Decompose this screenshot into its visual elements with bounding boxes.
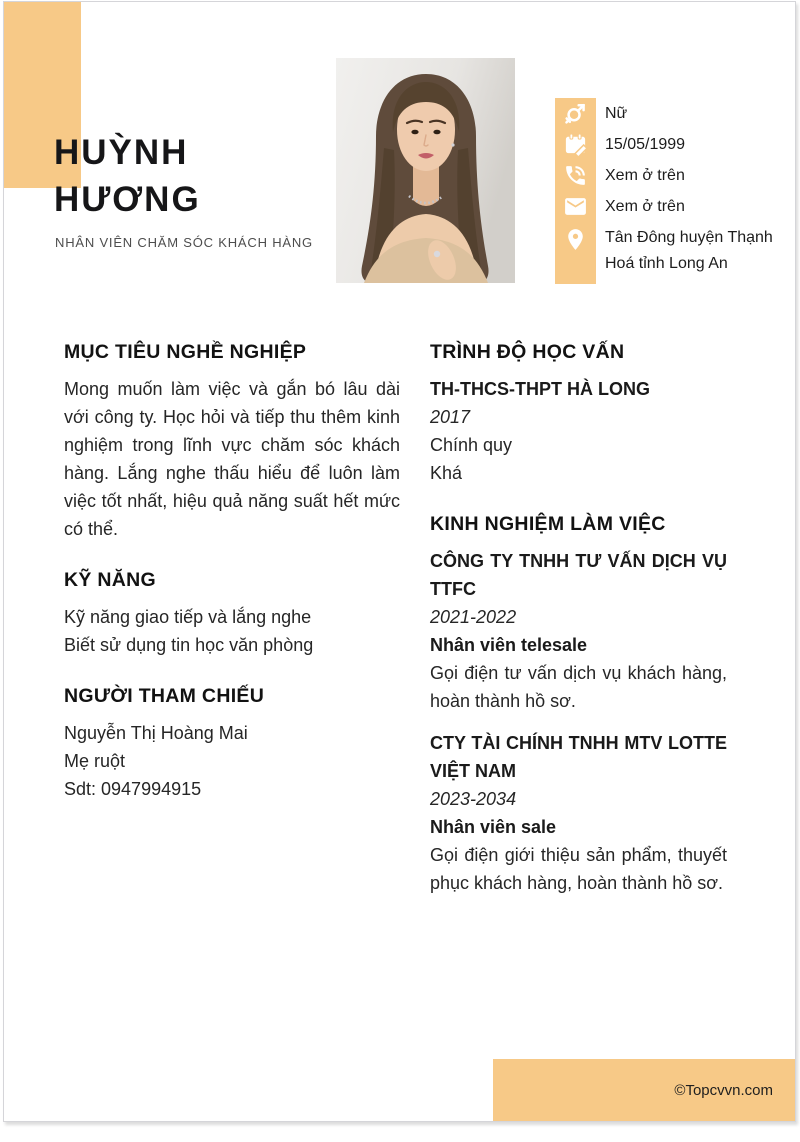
profile-photo bbox=[336, 58, 515, 283]
left-column bbox=[64, 339, 400, 803]
job-period: 2023-2034 bbox=[430, 789, 517, 809]
contact-value-email: Xem ở trên bbox=[605, 197, 685, 215]
job-description: Gọi điện tư vấn dịch vụ khách hàng, hoàn thành hồ sơ. bbox=[430, 663, 727, 711]
job-company: CTY TÀI CHÍNH TNHH MTV LOTTE VIỆT NAM bbox=[430, 733, 727, 781]
section-title-skills: KỸ NĂNG bbox=[64, 569, 157, 591]
reference-phone: Sdt: 0947994915 bbox=[64, 779, 202, 799]
education-type: Chính quy bbox=[430, 435, 513, 455]
phone-icon bbox=[555, 163, 596, 188]
education-school: TH-THCS-THPT HÀ LONG bbox=[430, 379, 650, 399]
reference-relation: Mẹ ruột bbox=[64, 751, 126, 771]
job-title: NHÂN VIÊN CHĂM SÓC KHÁCH HÀNG bbox=[55, 235, 313, 250]
job-description: Gọi điện giới thiệu sản phẩm, thuyết phục khách hàng, hoàn thành hồ sơ. bbox=[430, 845, 727, 893]
objective-text: Mong muốn làm việc và gắn bó lâu dài với công ty. Học hỏi và tiếp thu thêm kinh nghiệm trong lĩnh vực chăm sóc khách hàng. Lắng nghe thấu hiểu để luôn làm việc tốt nhất, hiệu quả năng suất hết mức có thể. bbox=[64, 379, 400, 539]
education-grade: Khá bbox=[430, 463, 463, 483]
name-line-1: HUỲNH bbox=[54, 133, 189, 172]
section-title-education: TRÌNH ĐỘ HỌC VẤN bbox=[430, 341, 625, 363]
job-company: CÔNG TY TNHH TƯ VẤN DỊCH VỤ TTFC bbox=[430, 551, 727, 599]
location-icon bbox=[555, 222, 596, 252]
job-period: 2021-2022 bbox=[430, 607, 517, 627]
section-title-reference: NGƯỜI THAM CHIẾU bbox=[64, 685, 265, 707]
contact-value-gender: Nữ bbox=[605, 104, 628, 122]
right-column bbox=[430, 339, 727, 897]
gender-icon bbox=[555, 101, 596, 126]
calendar-icon bbox=[555, 132, 596, 157]
name-line-2: HƯƠNG bbox=[54, 180, 201, 219]
section-title-objective: MỤC TIÊU NGHỀ NGHIỆP bbox=[64, 341, 307, 363]
contact-row-address bbox=[555, 222, 793, 284]
education-year: 2017 bbox=[430, 407, 471, 427]
contact-row-email bbox=[555, 191, 793, 222]
reference-name: Nguyễn Thị Hoàng Mai bbox=[64, 723, 248, 743]
contact-row-gender bbox=[555, 98, 793, 129]
contact-row-phone bbox=[555, 160, 793, 191]
footer-credit: ©Topcvvn.com bbox=[674, 1081, 773, 1099]
contact-value-phone: Xem ở trên bbox=[605, 166, 685, 184]
contact-value-birthday: 15/05/1999 bbox=[605, 135, 686, 153]
job-role: Nhân viên telesale bbox=[430, 635, 588, 655]
contact-section bbox=[555, 98, 793, 284]
profile-photo-illustration bbox=[336, 58, 515, 283]
contact-value-address: Tân Đông huyện Thạnh Hoá tỉnh Long An bbox=[605, 229, 773, 272]
experience-job bbox=[430, 729, 727, 897]
name-block bbox=[54, 129, 201, 223]
experience-job bbox=[430, 547, 727, 715]
job-role: Nhân viên sale bbox=[430, 817, 557, 837]
section-title-experience: KINH NGHIỆM LÀM VIỆC bbox=[430, 513, 666, 535]
skill-item: Kỹ năng giao tiếp và lắng nghe bbox=[64, 607, 312, 627]
skill-item: Biết sử dụng tin học văn phòng bbox=[64, 635, 314, 655]
footer-bar bbox=[493, 1059, 795, 1121]
contact-row-birthday bbox=[555, 129, 793, 160]
cv-page bbox=[3, 1, 796, 1122]
email-icon bbox=[555, 194, 596, 219]
